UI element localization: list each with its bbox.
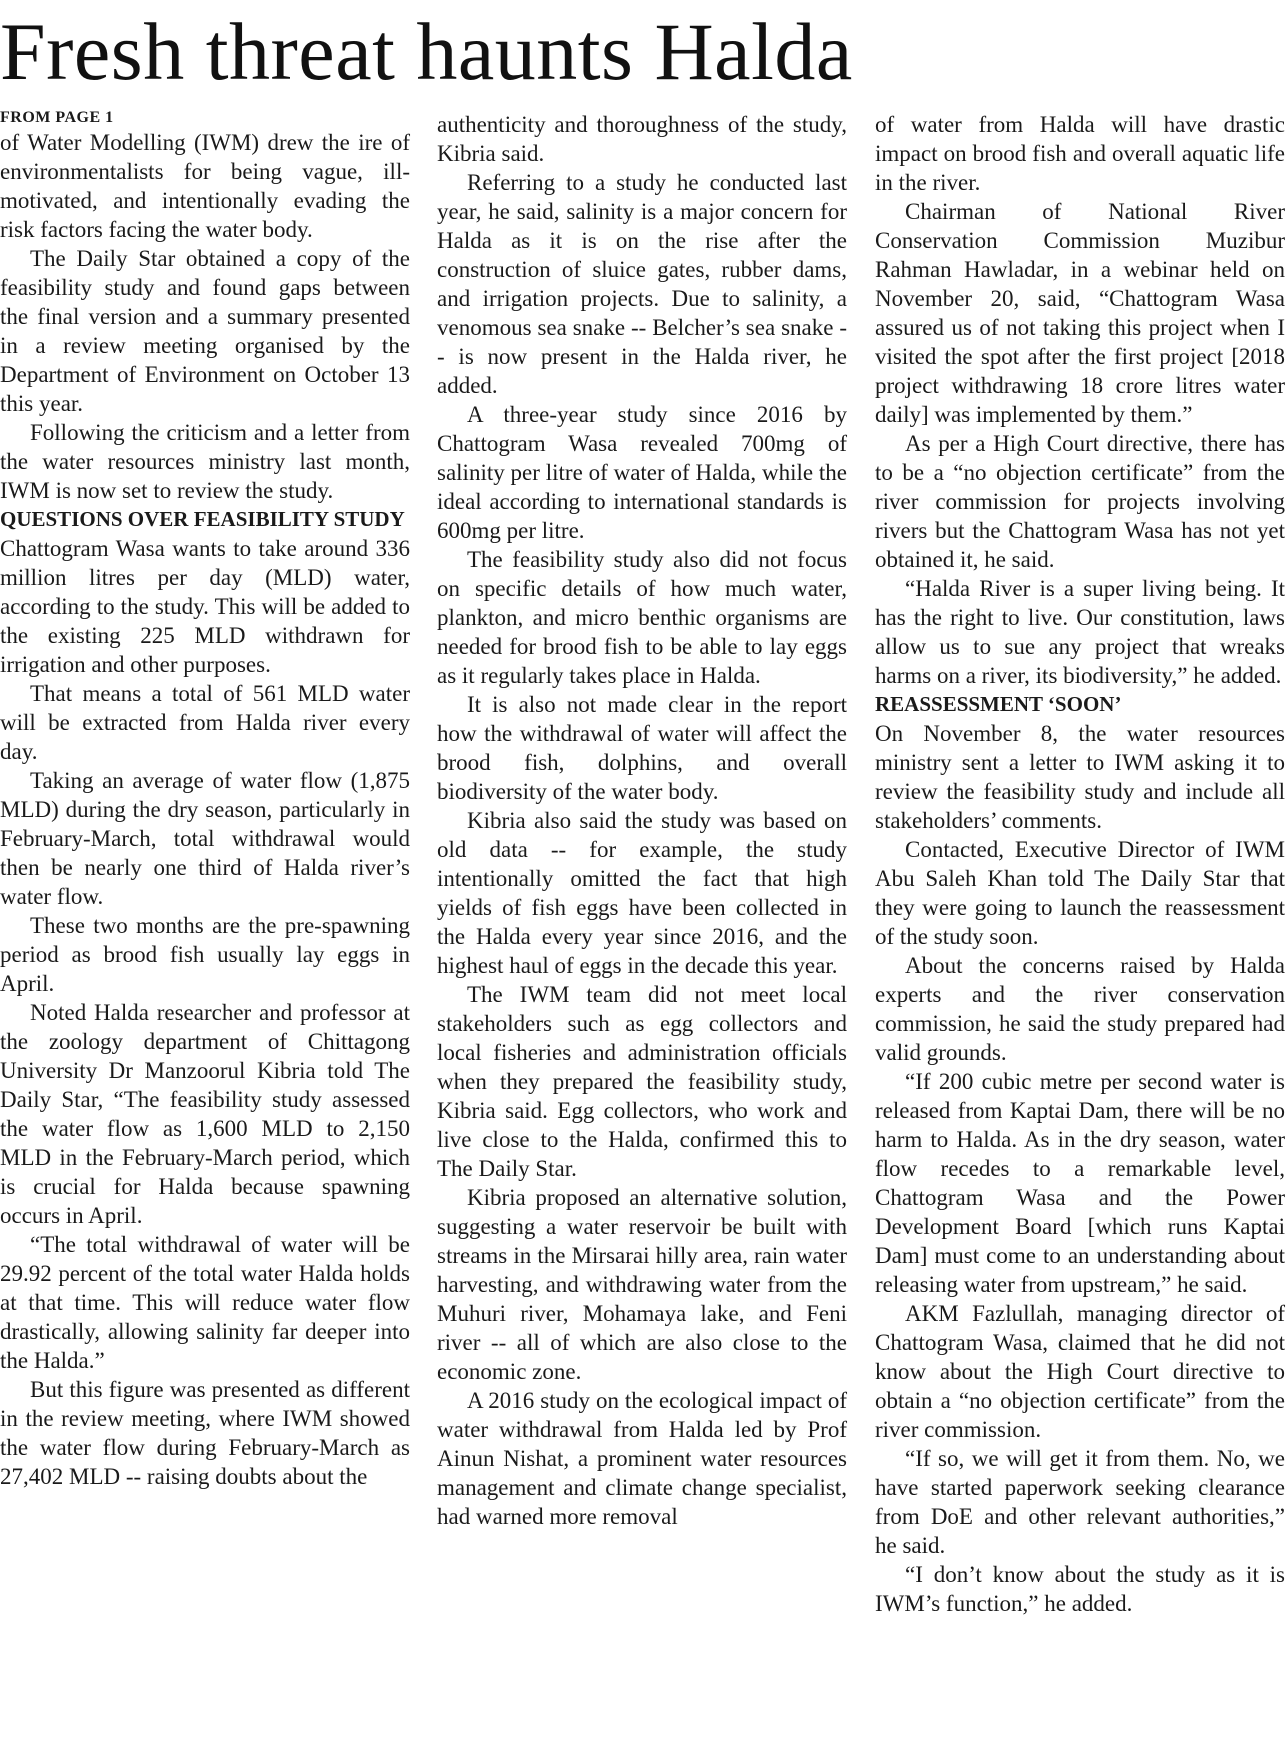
- paragraph: As per a High Court directive, there has to be a “no objection certificate” from the river commission for projects involving rivers but the Chattogram Wasa has not yet obtained it, he said.: [875, 431, 1285, 572]
- paragraph: Taking an average of water flow (1,875 MLD) during the dry season, particularly in February-March, total withdrawal would then be nearly one third of Halda river’s water flow.: [0, 768, 410, 909]
- paragraph: The Daily Star obtained a copy of the feasibility study and found gaps between the final version and a summary presented in a review meeting organised by the Department of Environment on October 13 this year.: [0, 246, 410, 416]
- paragraph: On November 8, the water resources ministry sent a letter to IWM asking it to review the feasibility study and include all stakeholders’ comments.: [875, 721, 1285, 833]
- paragraph: Following the criticism and a letter from the water resources ministry last month, IWM is now set to review the study.: [0, 420, 410, 503]
- paragraph: “If 200 cubic metre per second water is released from Kaptai Dam, there will be no harm to Halda. As in the dry season, water flow recedes to a remarkable level, Chattogram Wasa and the Power Development Board [which runs Kaptai Dam] must come to an understanding about releasing water from upstream,” he said.: [875, 1069, 1285, 1297]
- article-column-2: [437, 110, 847, 1531]
- paragraph: It is also not made clear in the report how the withdrawal of water will affect the brood fish, dolphins, and overall biodiversity of the water body.: [437, 692, 847, 804]
- headline: Fresh threat haunts Halda: [0, 6, 853, 97]
- article-column-3: [875, 110, 1285, 1618]
- paragraph: That means a total of 561 MLD water will be extracted from Halda river every day.: [0, 681, 410, 764]
- article-column-1: [0, 108, 410, 1491]
- subheading-reassessment: REASSESSMENT ‘SOON’: [875, 692, 1122, 716]
- paragraph: About the concerns raised by Halda experts and the river conservation commission, he said the study prepared had valid grounds.: [875, 953, 1285, 1065]
- paragraph: Referring to a study he conducted last year, he said, salinity is a major concern for Halda as it is on the rise after the construction of sluice gates, rubber dams, and irrigation projects. Due to salinity, a venomous sea snake -- Belcher’s sea snake -- is now present in the Halda river, he added.: [437, 170, 847, 398]
- paragraph: of Water Modelling (IWM) drew the ire of environmentalists for being vague, ill-motivated, and intentionally evading the risk factors facing the water body.: [0, 130, 410, 242]
- paragraph: The IWM team did not meet local stakeholders such as egg collectors and local fisheries and administration officials when they prepared the feasibility study, Kibria said. Egg collectors, who work and live close to the Halda, confirmed this to The Daily Star.: [437, 982, 847, 1181]
- subheading-feasibility: QUESTIONS OVER FEASIBILITY STUDY: [0, 507, 405, 531]
- paragraph: “If so, we will get it from them. No, we have started paperwork seeking clearance from DoE and other relevant authorities,” he said.: [875, 1446, 1285, 1558]
- paragraph: Kibria proposed an alternative solution, suggesting a water reservoir be built with streams in the Mirsarai hilly area, rain water harvesting, and withdrawing water from the Muhuri river, Mohamaya lake, and Feni river -- all of which are also close to the economic zone.: [437, 1185, 847, 1384]
- paragraph: Kibria also said the study was based on old data -- for example, the study intentionally omitted the fact that high yields of fish eggs have been collected in the Halda every year since 2016, and the highest haul of eggs in the decade this year.: [437, 808, 847, 978]
- paragraph: “I don’t know about the study as it is IWM’s function,” he added.: [875, 1562, 1285, 1616]
- paragraph: authenticity and thoroughness of the study, Kibria said.: [437, 112, 847, 166]
- paragraph: Chattogram Wasa wants to take around 336 million litres per day (MLD) water, according to the study. This will be added to the existing 225 MLD withdrawn for irrigation and other purposes.: [0, 536, 410, 677]
- paragraph: A 2016 study on the ecological impact of water withdrawal from Halda led by Prof Ainun Nishat, a prominent water resources management and climate change specialist, had warned more removal: [437, 1388, 847, 1529]
- paragraph: Chairman of National River Conservation Commission Muzibur Rahman Hawladar, in a webinar held on November 20, said, “Chattogram Wasa assured us of not taking this project when I visited the spot after the first project [2018 project withdrawing 18 crore litres water daily] was implemented by them.”: [875, 199, 1285, 427]
- paragraph: “The total withdrawal of water will be 29.92 percent of the total water Halda holds at that time. This will reduce water flow drastically, allowing salinity far deeper into the Halda.”: [0, 1232, 410, 1373]
- paragraph: “Halda River is a super living being. It has the right to live. Our constitution, laws allow us to sue any project that wreaks harms on a river, its biodiversity,” he added.: [875, 576, 1285, 688]
- paragraph: A three-year study since 2016 by Chattogram Wasa revealed 700mg of salinity per litre of water of Halda, while the ideal according to international standards is 600mg per litre.: [437, 402, 847, 543]
- paragraph: But this figure was presented as different in the review meeting, where IWM showed the water flow during February-March as 27,402 MLD -- raising doubts about the: [0, 1377, 410, 1489]
- paragraph: AKM Fazlullah, managing director of Chattogram Wasa, claimed that he did not know about the High Court directive to obtain a “no objection certificate” from the river commission.: [875, 1301, 1285, 1442]
- jump-kicker: FROM PAGE 1: [0, 109, 114, 126]
- paragraph: Noted Halda researcher and professor at the zoology department of Chittagong University Dr Manzoorul Kibria told The Daily Star, “The feasibility study assessed the water flow as 1,600 MLD to 2,150 MLD in the February-March period, which is crucial for Halda because spawning occurs in April.: [0, 1000, 410, 1228]
- paragraph: Contacted, Executive Director of IWM Abu Saleh Khan told The Daily Star that they were going to launch the reassessment of the study soon.: [875, 837, 1285, 949]
- paragraph: of water from Halda will have drastic impact on brood fish and overall aquatic life in the river.: [875, 112, 1285, 195]
- paragraph: These two months are the pre-spawning period as brood fish usually lay eggs in April.: [0, 913, 410, 996]
- paragraph: The feasibility study also did not focus on specific details of how much water, plankton, and micro benthic organisms are needed for brood fish to be able to lay eggs as it regularly takes place in Halda.: [437, 547, 847, 688]
